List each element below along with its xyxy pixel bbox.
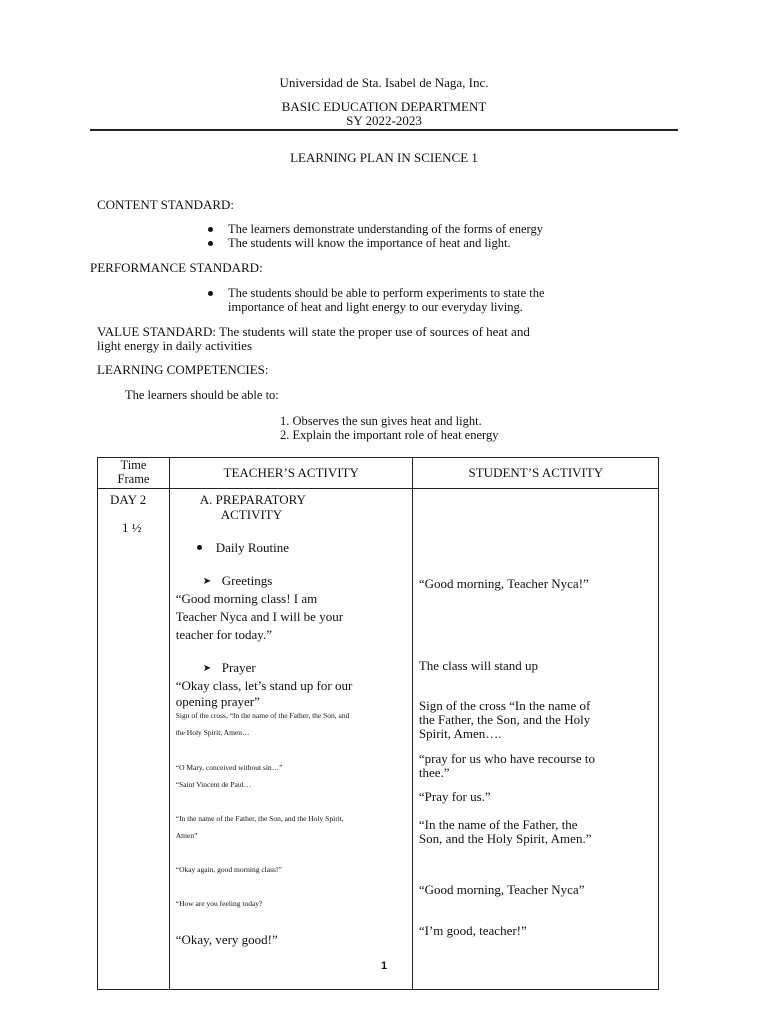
student-response-3-line-2: the Father, the Son, and the Holy: [418, 712, 591, 727]
time-frame-cell: [98, 489, 170, 990]
student-response-7: “Good morning, Teacher Nyca”: [418, 882, 585, 897]
student-response-5: “Pray for us.”: [418, 789, 491, 804]
student-response-4-line-2: thee.”: [418, 765, 450, 780]
teacher-activity-header-text: TEACHER’S ACTIVITY: [223, 465, 359, 480]
teacher-small-line-3: “O Mary, conceived without sin…”: [175, 763, 283, 772]
content-standard-label: CONTENT STANDARD:: [97, 197, 235, 212]
student-activity-cell: [412, 489, 658, 990]
content-standard-item-2: The students will know the importance of heat and light.: [228, 236, 511, 250]
competency-item-1: 1. Observes the sun gives heat and light.: [280, 414, 482, 428]
student-response-6-line-1: “In the name of the Father, the: [418, 817, 578, 832]
school-year: SY 2022-2023: [346, 113, 422, 128]
teacher-small-line-1: Sign of the cross, “In the name of the Father, the Son, and: [175, 711, 350, 720]
duration-label: 1 ½: [122, 520, 142, 535]
student-response-3-line-1: Sign of the cross “In the name of: [418, 698, 591, 713]
arrow-bullet-icon: ➤: [202, 663, 212, 674]
page-number: 1: [380, 960, 388, 972]
value-standard-label: VALUE STANDARD:: [97, 324, 216, 339]
performance-standard-line-1: The students should be able to perform experiments to state the: [228, 286, 545, 300]
teacher-small-line-8: “How are you feeling today?: [175, 899, 263, 908]
teacher-prayer-line-1: “Okay class, let’s stand up for our: [175, 678, 353, 693]
student-response-8: “I’m good, teacher!”: [418, 923, 527, 938]
bullet-icon: [208, 291, 213, 296]
value-standard-line-1: [97, 324, 530, 339]
section-title-line-1: A. PREPARATORY: [199, 492, 306, 507]
performance-standard-line-2: importance of heat and light energy to our everyday living.: [228, 300, 523, 314]
student-response-1: “Good morning, Teacher Nyca!”: [418, 576, 589, 591]
competency-item-2: 2. Explain the important role of heat energy: [280, 428, 499, 442]
bullet-icon: [208, 241, 213, 246]
teacher-activity-cell: [169, 489, 412, 990]
teacher-activity-header: [169, 458, 412, 489]
greetings-label: Greetings: [221, 573, 273, 588]
section-title-line-2: ACTIVITY: [220, 507, 283, 522]
teacher-small-line-2: the Holy Spirit, Amen…: [175, 728, 250, 737]
learning-competencies-intro: The learners should be able to:: [125, 388, 279, 402]
teacher-closing-line: “Okay, very good!”: [175, 932, 278, 947]
bullet-icon: [208, 227, 213, 232]
student-response-2: The class will stand up: [418, 658, 539, 673]
teacher-small-line-7: “Okay again, good morning class!”: [175, 865, 282, 874]
table-row: [98, 489, 659, 990]
value-standard-text: The students will state the proper use of sources of heat and: [215, 324, 530, 339]
time-frame-header: [98, 458, 170, 489]
teacher-greeting-line-1: “Good morning class! I am: [175, 591, 318, 606]
student-response-6-line-2: Son, and the Holy Spirit, Amen.”: [418, 831, 592, 846]
teacher-small-line-4: “Saint Vincent de Paul…: [175, 780, 252, 789]
teacher-small-line-6: Amen”: [175, 831, 198, 840]
time-frame-header-line-2: Frame: [117, 472, 150, 486]
content-standard-item-1: The learners demonstrate understanding of the forms of energy: [228, 222, 543, 236]
student-response-3-line-3: Spirit, Amen….: [418, 726, 502, 741]
time-frame-header-line-1: Time: [120, 458, 147, 472]
teacher-greeting-line-2: Teacher Nyca and I will be your: [175, 609, 344, 624]
header-divider: [90, 129, 678, 131]
value-standard-line-2: light energy in daily activities: [97, 338, 253, 353]
teacher-prayer-line-2: opening prayer”: [175, 694, 260, 709]
arrow-bullet-icon: ➤: [202, 576, 212, 587]
teacher-small-line-5: “In the name of the Father, the Son, and the Holy Spirit,: [175, 814, 344, 823]
school-name: Universidad de Sta. Isabel de Naga, Inc.: [279, 75, 489, 90]
student-activity-header-text: STUDENT’S ACTIVITY: [468, 465, 604, 480]
student-response-4-line-1: “pray for us who have recourse to: [418, 751, 596, 766]
prayer-label: Prayer: [221, 660, 256, 675]
bullet-icon: [197, 545, 202, 550]
activity-table: [97, 457, 659, 990]
student-activity-header: [412, 458, 658, 489]
teacher-greeting-line-3: teacher for today.”: [175, 627, 272, 642]
department-name: BASIC EDUCATION DEPARTMENT: [281, 99, 487, 114]
daily-routine-label: Daily Routine: [215, 540, 290, 555]
table-header-row: [98, 458, 659, 489]
learning-competencies-label: LEARNING COMPETENCIES:: [97, 362, 269, 377]
performance-standard-label: PERFORMANCE STANDARD:: [90, 260, 263, 275]
plan-title: LEARNING PLAN IN SCIENCE 1: [290, 150, 478, 165]
day-label: DAY 2: [110, 492, 147, 507]
